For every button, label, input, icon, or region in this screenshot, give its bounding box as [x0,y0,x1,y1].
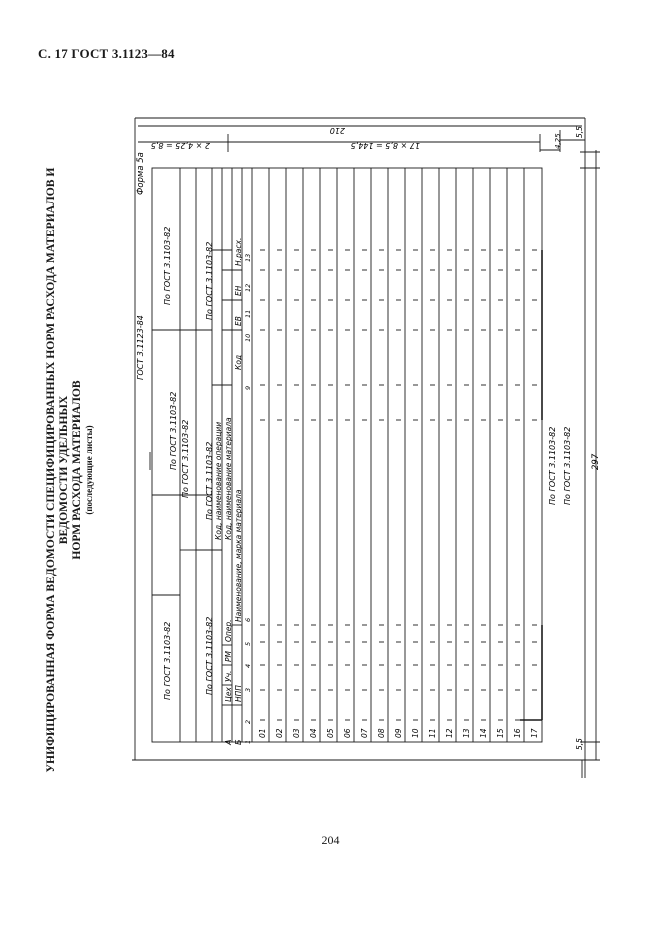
ref-5: По ГОСТ 3.1103-82 [205,241,214,320]
col-num-1: 1 [244,739,252,744]
dim-55-top: 5,5 [575,126,584,138]
row-label: 12 [445,728,454,738]
row-label: 10 [411,728,420,738]
ref-7: По ГОСТ 3.1103-82 [205,616,214,695]
col-num-10: 10 [244,333,252,342]
title-line-2: НОРМ РАСХОДА МАТЕРИАЛОВ [70,380,83,560]
title-line-1: УНИФИЦИРОВАННАЯ ФОРМА ВЕДОМОСТИ СПЕЦИФИЦИРОВАННЫХ НОРМ РАСХОДА МАТЕРИАЛОВ И ВЕДОМОСТИ УДЕЛЬНЫХ [44,167,70,773]
row-label: 04 [309,728,318,738]
ref-8: По ГОСТ 3.1103-82 [548,426,557,505]
header-a: А [224,739,233,745]
ref-4: По ГОСТ 3.1103-82 [163,621,172,700]
row-label: 06 [343,728,352,738]
col-num-2: 2 [244,719,252,724]
header-b: Б [234,739,243,745]
col-num-9: 9 [244,385,252,390]
dim-height-total: 297 [591,453,601,470]
row-label: 16 [513,728,522,738]
ref-9: По ГОСТ 3.1103-82 [563,426,572,505]
header-en: ЕН [234,285,243,296]
row-label: 03 [292,728,301,738]
dim-left-block: 2 × 4,25 = 8,5 [150,141,210,150]
row-label: 05 [326,728,335,738]
dim-cell-pitch: 17 × 8,5 = 144,5 [350,141,420,150]
col-num-4: 4 [244,663,252,668]
row-label: 15 [496,728,505,738]
col-num-12: 12 [244,283,252,292]
col-num-13: 13 [244,253,252,262]
header-npp: НПП [234,685,243,702]
row-label: 17 [530,728,539,738]
row-label: 14 [479,728,488,738]
col-num-5: 5 [244,641,252,646]
col-num-3: 3 [244,687,252,692]
dim-425: 4,25 [554,133,562,149]
row-label: 08 [377,728,386,738]
page-number: 204 [321,833,340,847]
header-oper: Опер. [224,619,233,642]
row-label: 11 [428,728,437,738]
form-label: Форма 5а [136,152,146,195]
header-kod-mat: Код, наименование материала [224,417,233,540]
header-tsekh: Цех [224,687,233,702]
header-kod-oper: Код, наименование операции [214,421,223,540]
page-header: С. 17 ГОСТ 3.1123—84 [38,46,175,61]
header-naim: Наименование, марка материала [234,489,243,622]
dim-width-total: 210 [329,126,345,135]
ref-1: По ГОСТ 3.1103-82 [163,226,172,305]
row-label: 09 [394,728,403,738]
col-num-11: 11 [244,309,252,318]
row-label: 07 [360,728,369,738]
header-nrash: Н.расх. [234,237,243,266]
row-label: 02 [275,728,284,738]
dim-55-bottom: 5,5 [575,738,584,750]
header-ev: ЕВ [234,316,243,326]
ref-2: По ГОСТ 3.1103-82 [169,391,178,470]
header-kod: Код [234,354,243,370]
row-label: 01 [258,728,267,738]
header-uch: Уч. [224,670,233,682]
col-num-6: 6 [244,617,252,622]
row-label: 13 [462,728,471,738]
title-subtitle: (последующие листы) [84,425,94,515]
gost-label: ГОСТ 3.1123-84 [136,315,145,380]
ref-6: По ГОСТ 3.1103-82 [205,441,214,520]
ref-3: По ГОСТ 3.1103-82 [181,419,190,498]
header-rm: РМ [224,651,233,662]
